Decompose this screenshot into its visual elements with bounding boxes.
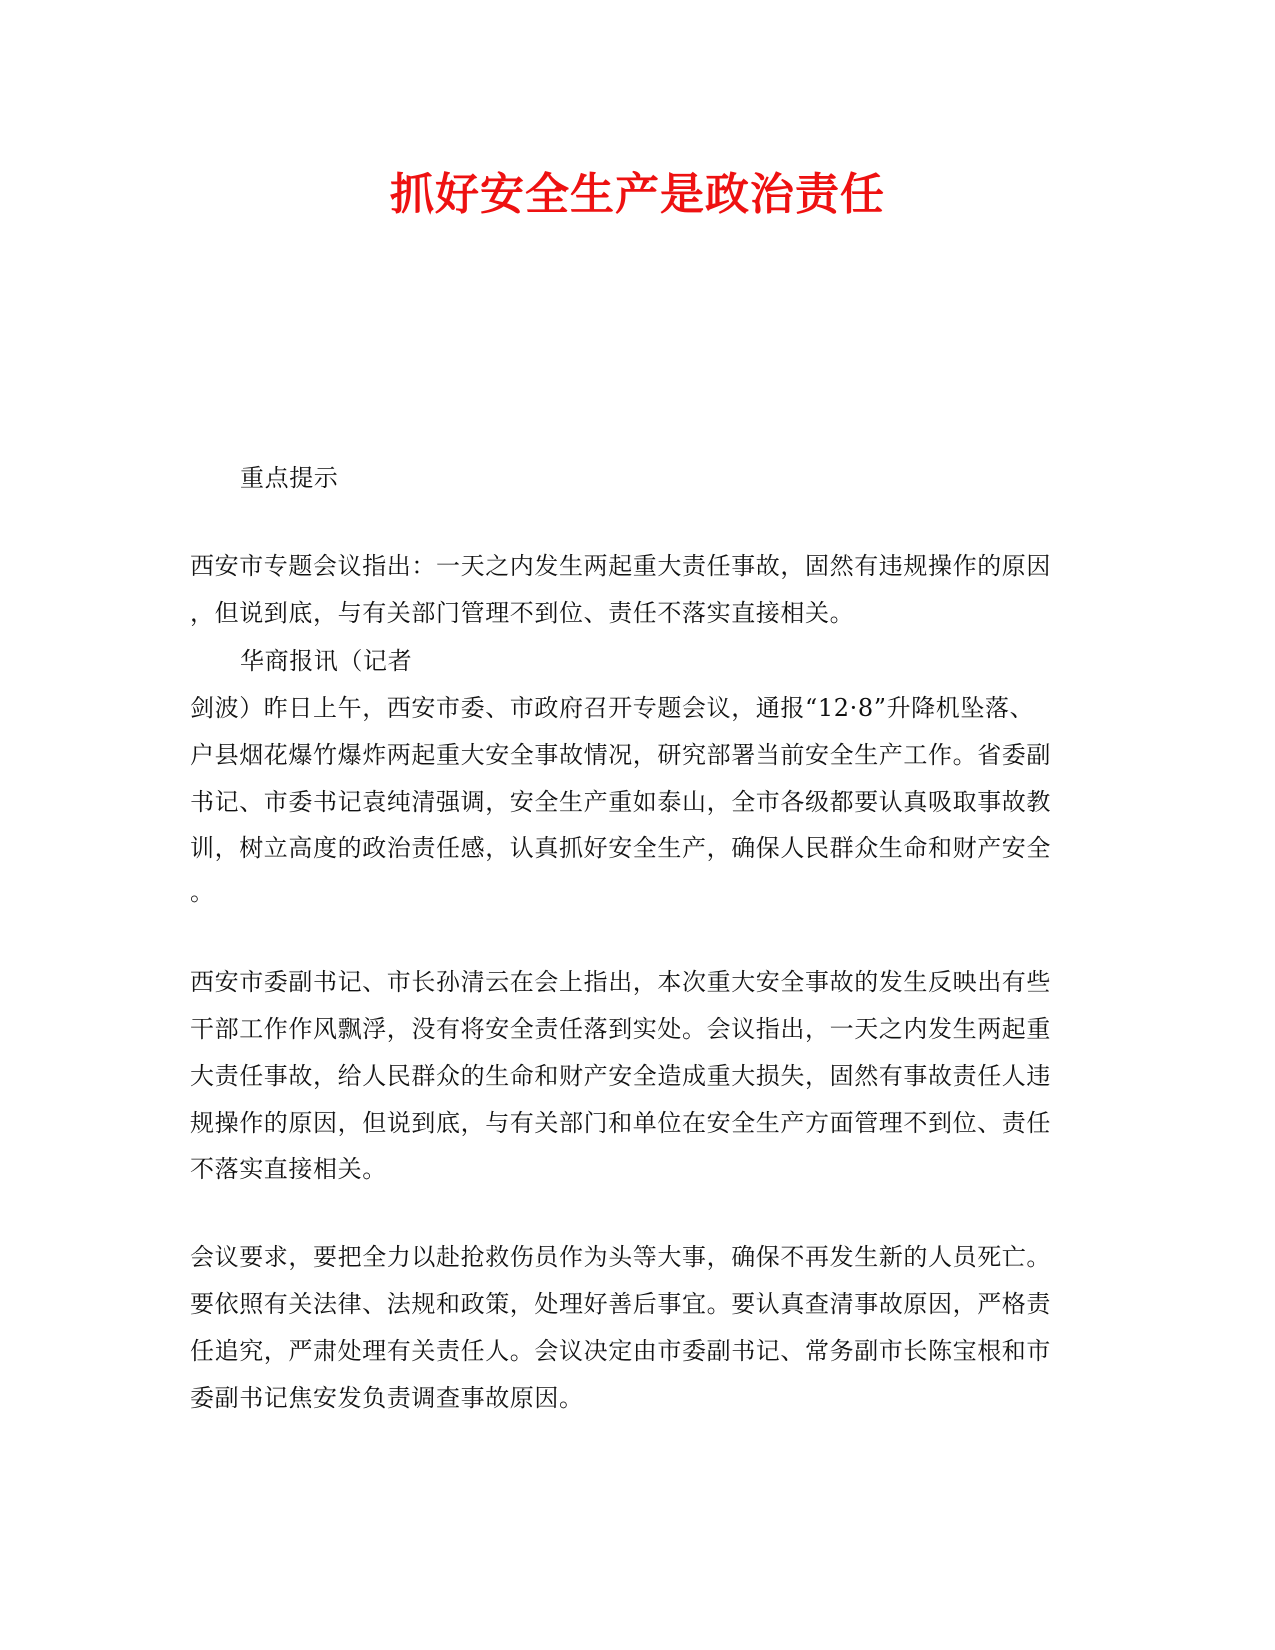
paragraph-line: 西安市委副书记、市长孙清云在会上指出，本次重大安全事故的发生反映出有些 — [190, 968, 1051, 996]
paragraph-line: 委副书记焦安发负责调查事故原因。 — [190, 1384, 584, 1412]
paragraph-line: 不落实直接相关。 — [190, 1155, 387, 1183]
paragraph-line: 。 — [190, 878, 215, 906]
section-heading-key-points: 重点提示 — [240, 464, 339, 492]
paragraph-line: 要依照有关法律、法规和政策，处理好善后事宜。要认真查清事故原因，严格责 — [190, 1290, 1051, 1318]
document-title: 抓好安全生产是政治责任 — [390, 169, 885, 220]
paragraph-line: 户县烟花爆竹爆炸两起重大安全事故情况，研究部署当前安全生产工作。省委副 — [190, 741, 1051, 769]
paragraph-line: 干部工作作风飘浮，没有将安全责任落到实处。会议指出，一天之内发生两起重 — [190, 1015, 1051, 1043]
paragraph-line: 华商报讯（记者 — [240, 647, 413, 675]
paragraph-line: 剑波）昨日上午，西安市委、市政府召开专题会议，通报“12·8”升降机坠落、 — [190, 694, 1035, 722]
paragraph-line: 任追究，严肃处理有关责任人。会议决定由市委副书记、常务副市长陈宝根和市 — [190, 1337, 1051, 1365]
paragraph-line: 训，树立高度的政治责任感，认真抓好安全生产，确保人民群众生命和财产安全 — [190, 834, 1051, 862]
paragraph-line: ，但说到底，与有关部门管理不到位、责任不落实直接相关。 — [190, 599, 855, 627]
paragraph-line: 大责任事故，给人民群众的生命和财产安全造成重大损失，固然有事故责任人违 — [190, 1062, 1051, 1090]
paragraph-line: 书记、市委书记袁纯清强调，安全生产重如泰山，全市各级都要认真吸取事故教 — [190, 788, 1051, 816]
paragraph-line: 会议要求，要把全力以赴抢救伤员作为头等大事，确保不再发生新的人员死亡。 — [190, 1243, 1051, 1271]
paragraph-line: 西安市专题会议指出：一天之内发生两起重大责任事故，固然有违规操作的原因 — [190, 552, 1051, 580]
paragraph-line: 规操作的原因，但说到底，与有关部门和单位在安全生产方面管理不到位、责任 — [190, 1109, 1051, 1137]
